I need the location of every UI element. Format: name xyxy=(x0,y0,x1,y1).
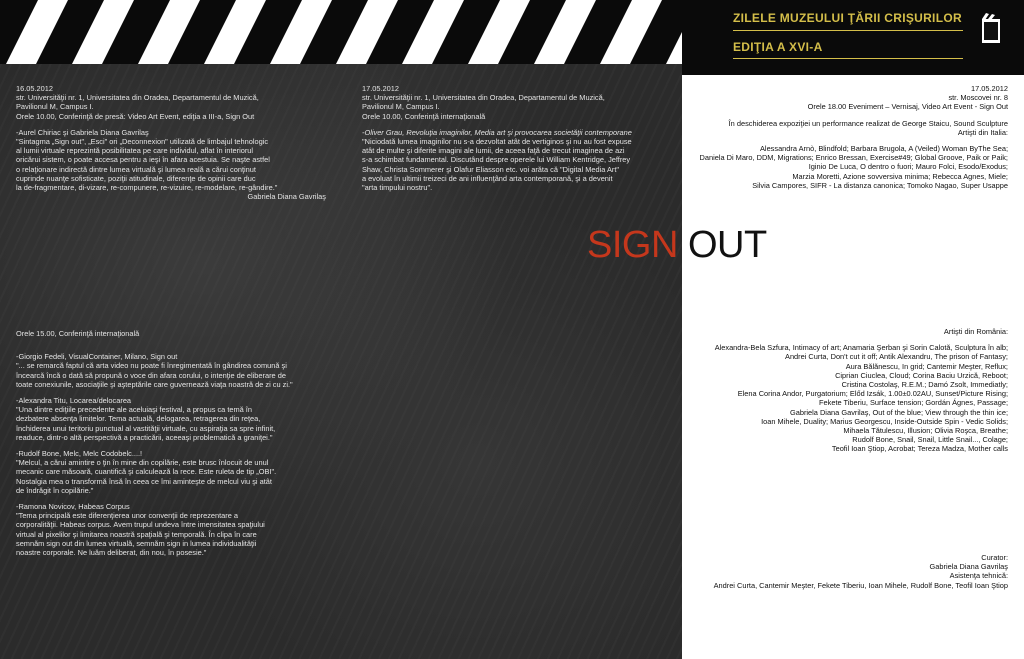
artist-line: Gabriela Diana Gavrilaş, Out of the blue; View through the thin ice; xyxy=(789,407,1008,417)
speaker: -Aurel Chiriac şi Gabriela Diana Gavrilaş xyxy=(16,127,149,137)
speaker: -Rudolf Bone, Melc, Melc Codobelc....! xyxy=(16,449,143,459)
quote-line: de îndrăgit în copilărie." xyxy=(16,485,94,495)
quote-line: Nostalgia mea o transformă însă în ceea ce îmi aminteşte de melcul viu şi atât xyxy=(16,476,272,486)
quote-line: a evoluat în ultimii treizeci de ani influenţând arta contemporană, şi a devenit xyxy=(362,173,613,183)
artist-line: Andrei Curta, Don't cut it off; Antik Alexandru, The prison of Fantasy; xyxy=(785,352,1008,362)
quote-line: semnăm sign out din lumea virtuală, semnăm sign in lumea individualităţii xyxy=(16,538,257,548)
column-afternoon xyxy=(16,329,356,557)
event-time: Orele 10.00, Conferinţă de presă: Video Art Event, ediţia a III-a, Sign Out xyxy=(16,111,255,121)
artist-line: Cristina Costolaş, R.E.M.; Damó Zsolt, Immediatly; xyxy=(841,380,1008,390)
clapperboard-logo-icon xyxy=(980,13,1002,45)
quote-line: "Melcul, a cărui amintire o ţin în mine din copilărie, este brusc înlocuit de unul xyxy=(16,458,269,468)
artists-italy-heading: Artişti din Italia: xyxy=(957,127,1008,137)
quote-line: virtual al pixelilor şi limitarea noastră spaţială şi temporală. În clipa în care xyxy=(16,529,257,539)
speaker: -Oliver Grau, Revoluţia imaginilor, Media art şi provocarea societăţii contemporane xyxy=(362,127,632,137)
title-sign: SIGN xyxy=(587,224,678,266)
exhibition-title xyxy=(587,224,767,267)
event-date: 16.05.2012 xyxy=(16,84,53,93)
column-day1 xyxy=(16,84,326,201)
signature: Gabriela Diana Gavrilaş xyxy=(247,192,326,202)
quote-line: corporalităţii. Habeas corpus. Avem trupul undeva între imensitatea spaţiului xyxy=(16,520,265,530)
tech-label: Asistenţa tehnică: xyxy=(949,571,1008,581)
quote-line: "Sintagma „Sign out", „Esci" ori „Deconnexion" utilizată de limbajul tehnologic xyxy=(16,137,269,147)
event-address: str. Universităţii nr. 1, Universitatea din Oradea, Departamentul de Muzică, xyxy=(362,93,605,103)
quote-line: la de-fragmentare, di-vizare, re-compunere, re-vizuire, re-modelare, re-gândire." xyxy=(16,183,278,193)
artist-line: Teofil Ioan Ştiop, Acrobat; Tereza Madza, Mother calls xyxy=(831,444,1008,454)
curator-label: Curator: xyxy=(981,553,1008,562)
curator-name: Gabriela Diana Gavrilaş xyxy=(929,562,1008,572)
event-time: Orele 10.00, Conferinţă internaţională xyxy=(362,111,486,121)
artist-line: Marzia Moretti, Azione sovversiva minima; Rebecca Agnes, Miele; xyxy=(792,171,1008,181)
quote-line: dezbatere absenţa limitelor. Tema actuală, delogarea, retragerea din reţea, xyxy=(16,414,261,424)
tech-names: Andrei Curta, Cantemir Meşter, Fekete Tiberiu, Ioan Mihele, Rudolf Bone, Teofil Ioan Ştiop xyxy=(713,580,1008,590)
quote-line: "... se remarcă faptul că arta video nu poate fi înregimentată în gândirea comună şi xyxy=(16,361,287,371)
clapperboard-stripes xyxy=(0,0,682,64)
column-romania xyxy=(690,327,1008,454)
festival-edition: EDIŢIA A XVI-A xyxy=(733,40,823,54)
artist-line: Fekete Tiberiu, Surface tension; Gordán Ágnes, Passage; xyxy=(819,398,1008,408)
artist-line: Alexandra-Bela Szfura, Intimacy of art; Anamaria Şerban şi Sorin Calotă, Sculptura în alb; xyxy=(714,343,1008,353)
event-address: str. Moscovei nr. 8 xyxy=(948,93,1008,103)
artist-line: Ioan Mihele, Duality; Marius Georgescu, Inside-Outside Spin - Vedic Solids; xyxy=(761,416,1008,426)
artists-romania-heading: Artişti din România: xyxy=(943,327,1008,336)
quote-line: al lumii virtuale reprezintă posibilitatea pe care individul, aflat în interiorul xyxy=(16,146,254,156)
quote-line: readuce, dintr-o altă perspectivă a practicării, aceeaşi problematică a graniţei." xyxy=(16,432,273,442)
quote-line: "Niciodată lumea imaginilor nu s-a dezvoltat atât de vertiginos şi nu au fost expuse xyxy=(362,137,632,147)
artist-line: Alessandra Arnò, Blindfold; Barbara Brugola, A (Veiled) Woman ByThe Sea; xyxy=(760,144,1008,154)
quote-line: atât de multe şi diferite imagini ale lumii, de aceea faţă de trecut imaginea de azi xyxy=(362,146,625,156)
event-date: 17.05.2012 xyxy=(971,84,1008,93)
quote-line: oricărui sistem, o poate accesa pentru a ieşi în afara acestuia. Se naşte astfel xyxy=(16,155,270,165)
festival-name: ZILELE MUZEULUI ŢĂRII CRIŞURILOR xyxy=(733,11,962,25)
quote-line: Shaw, Christa Sommerer şi Olafur Eliasson etc. voi arăta că "Digital Media Art" xyxy=(362,164,620,174)
artist-line: Silvia Campores, SIFR - La distanza canonica; Tomoko Nagao, Super Usappe xyxy=(752,180,1008,190)
quote-line: cuprinde nuanţe sofisticate, poziţii atitudinale, diferenţe de opinii care duc xyxy=(16,173,256,183)
quote-line: s-a schimbat fundamental. Discutând despre operele lui William Kentridge, Jeffrey xyxy=(362,155,631,165)
artist-line: Elena Corina Andor, Purgatorium; Előd Izsák, 1.00±0.02AU, Sunset/Picture Rising; xyxy=(737,389,1008,399)
event-time: Orele 18.00 Eveniment – Vernisaj, Video Art Event - Sign Out xyxy=(807,102,1008,112)
quote-line: "Una dintre ediţiile precedente ale aceluiaşi festival, a propus ca temă în xyxy=(16,405,252,415)
quote-line: noastre corporale. Ne luăm deliberat, din nou, în posesie." xyxy=(16,548,207,558)
artist-line: Daniela Di Maro, DDM, Migrations; Enrico Bressan, Exercise#49; Global Groove, Paik or Paik; xyxy=(699,153,1008,163)
header-divider-bottom xyxy=(733,58,963,59)
title-out: OUT xyxy=(677,224,767,266)
credits xyxy=(690,553,1008,590)
header-divider xyxy=(733,30,963,31)
quote-line: încearcă încă o dată să propună o voce din afara corului, o intenţie de eliberare de xyxy=(16,370,286,380)
quote-line: toate conexiunile, asociaţiile şi aşteptările care guvernează viaţa noastră de zi cu zi." xyxy=(16,379,293,389)
event-time: Orele 15.00, Conferinţă internaţională xyxy=(16,329,140,338)
quote-line: închiderea unui teritoriu punctual al vastităţii virtuale, cu aspiraţia sa spre infinit, xyxy=(16,423,276,433)
quote-line: o relaţionare indirectă dintre lumea virtuală şi lumea reală a cărui conţinut xyxy=(16,164,256,174)
column-day2 xyxy=(362,84,680,192)
speaker: -Giorgio Fedeli, VisualContainer, Milano, Sign out xyxy=(16,352,178,362)
artist-line: Ciprian Ciuclea, Cloud; Corina Baciu Urzică, Reboot; xyxy=(835,370,1008,380)
speaker: -Ramona Novicov, Habeas Corpus xyxy=(16,502,130,512)
performance-note: În deschiderea expoziţiei un performance realizat de George Staicu, Sound Sculpture xyxy=(728,118,1008,128)
event-date: 17.05.2012 xyxy=(362,84,399,93)
artist-line: Mihaela Tătulescu, Illusion; Olivia Roşca, Breathe; xyxy=(843,426,1008,436)
event-address: str. Universităţii nr. 1, Universitatea din Oradea, Departamentul de Muzică, xyxy=(16,93,259,103)
quote-line: "Tema principală este diferenţierea unor convenţii de reprezentare a xyxy=(16,511,239,521)
quote-line: "arta timpului nostru". xyxy=(362,183,433,193)
artist-line: Aura Bălănescu, In grid; Cantemir Meşter, Reflux; xyxy=(845,361,1008,371)
artist-line: Rudolf Bone, Snail, Snail, Little Snail..., Colage; xyxy=(852,435,1008,445)
quote-line: mecanic care măsoară, cuantifică şi calculează la rece. Este ruleta de tip „OBI". xyxy=(16,467,277,477)
speaker: -Alexandra Titu, Locarea/delocarea xyxy=(16,396,132,406)
column-vernissage xyxy=(690,84,1008,190)
event-address-line2: Pavilionul M, Campus I. xyxy=(16,102,94,112)
event-address-line2: Pavilionul M, Campus I. xyxy=(362,102,440,112)
artist-line: Iginio De Luca, O dentro o fuori; Mauro Folci, Esodo/Exodus; xyxy=(808,162,1008,172)
